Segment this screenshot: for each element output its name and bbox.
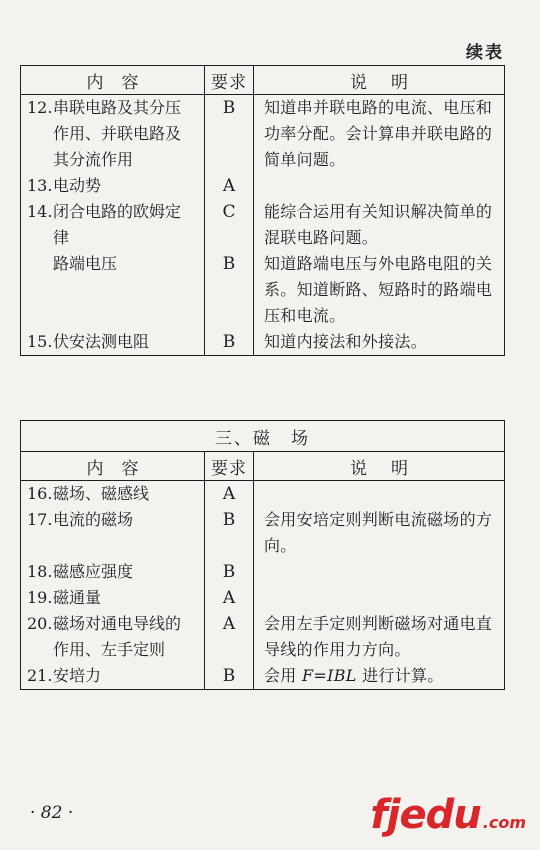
item-title-line: 作用、并联电路及 <box>53 124 182 143</box>
requirement-level: B <box>205 251 254 329</box>
description-text: 知道串并联电路的电流、电压和功率分配。会计算串并联电路的简单问题。 <box>264 98 493 169</box>
row-content-cell <box>21 173 205 199</box>
row-content-cell <box>21 329 205 356</box>
item-title-line: 磁通量 <box>53 588 102 607</box>
row-content-cell <box>21 199 205 251</box>
table-row <box>21 173 505 199</box>
item-title-line: 律 <box>53 228 70 247</box>
header-requirement: 要求 <box>205 66 254 95</box>
row-content-cell <box>21 663 205 690</box>
description-text: 知道内接法和外接法。 <box>264 332 428 351</box>
requirement-level: A <box>205 481 254 508</box>
table-header-row <box>21 66 505 95</box>
header-description: 说明 <box>254 66 505 95</box>
item-title-line: 其分流作用 <box>53 150 134 169</box>
table-row <box>21 611 505 663</box>
table-row <box>21 329 505 356</box>
item-number: 21. <box>27 666 53 685</box>
header-content: 内容 <box>21 452 205 481</box>
row-content-cell <box>21 611 205 663</box>
table-row <box>21 559 505 585</box>
item-number: 13. <box>27 176 53 195</box>
description-text <box>254 663 505 690</box>
table-row <box>21 507 505 559</box>
item-title-line: 磁场对通电导线的 <box>53 614 182 633</box>
requirement-level: C <box>205 199 254 251</box>
requirement-level: A <box>205 611 254 663</box>
item-title-line: 电动势 <box>53 176 102 195</box>
item-number: 17. <box>27 510 53 529</box>
row-content-cell <box>21 481 205 508</box>
requirement-level: B <box>205 507 254 559</box>
continued-label: 续表 <box>466 43 504 63</box>
table-row <box>21 251 505 329</box>
watermark-main: fjedu <box>370 792 481 838</box>
header-description: 说明 <box>254 452 505 481</box>
item-number: 20. <box>27 614 53 633</box>
item-number: 15. <box>27 332 53 351</box>
description-text <box>254 173 505 199</box>
description-suffix: 进行计算。 <box>356 666 444 685</box>
page-number: · 82 · <box>30 803 74 823</box>
row-content-cell <box>21 507 205 559</box>
item-title-line: 磁感应强度 <box>53 562 134 581</box>
item-number: 16. <box>27 484 53 503</box>
requirements-table-magnetic-field <box>20 420 505 690</box>
item-number: 19. <box>27 588 53 607</box>
row-content-cell <box>21 95 205 174</box>
item-title-line: 闭合电路的欧姆定 <box>53 202 182 221</box>
item-title-line: 伏安法测电阻 <box>53 332 150 351</box>
requirements-table-circuits <box>20 65 505 356</box>
header-content: 内容 <box>21 66 205 95</box>
item-title-line: 作用、左手定则 <box>53 640 166 659</box>
row-content-cell <box>21 251 205 329</box>
requirement-level: B <box>205 329 254 356</box>
item-title-line: 磁场、磁感线 <box>53 484 150 503</box>
description-text: 会用左手定则判断磁场对通电直导线的作用力方向。 <box>264 614 493 659</box>
row-content-cell <box>21 559 205 585</box>
section-title-row <box>21 421 505 452</box>
item-number: 12. <box>27 98 53 117</box>
table-row <box>21 663 505 690</box>
item-number: 18. <box>27 562 53 581</box>
requirement-level: A <box>205 173 254 199</box>
table-row <box>21 95 505 174</box>
table-row <box>21 481 505 508</box>
requirement-level: A <box>205 585 254 611</box>
requirement-level: B <box>205 663 254 690</box>
table-header-row <box>21 452 505 481</box>
description-text <box>254 481 505 508</box>
requirement-level: B <box>205 95 254 174</box>
watermark-suffix: .com <box>482 813 526 832</box>
description-text: 能综合运用有关知识解决简单的混联电路问题。 <box>264 202 493 247</box>
table-row <box>21 585 505 611</box>
description-text <box>254 585 505 611</box>
row-content-cell <box>21 585 205 611</box>
table-row <box>21 199 505 251</box>
header-requirement: 要求 <box>205 452 254 481</box>
item-title-line: 安培力 <box>53 666 102 685</box>
description-text: 会用安培定则判断电流磁场的方向。 <box>264 510 493 555</box>
item-title-line: 路端电压 <box>53 254 118 273</box>
item-title-line: 电流的磁场 <box>53 510 134 529</box>
section-title: 三、磁 场 <box>21 421 505 452</box>
description-text: 知道路端电压与外电路电阻的关系。知道断路、短路时的路端电压和电流。 <box>264 254 493 325</box>
formula: F=IBL <box>302 666 357 685</box>
description-text <box>254 559 505 585</box>
requirement-level: B <box>205 559 254 585</box>
item-title-line: 串联电路及其分压 <box>53 98 182 117</box>
description-prefix: 会用 <box>264 666 302 685</box>
item-number: 14. <box>27 202 53 221</box>
site-watermark-logo <box>370 792 526 838</box>
